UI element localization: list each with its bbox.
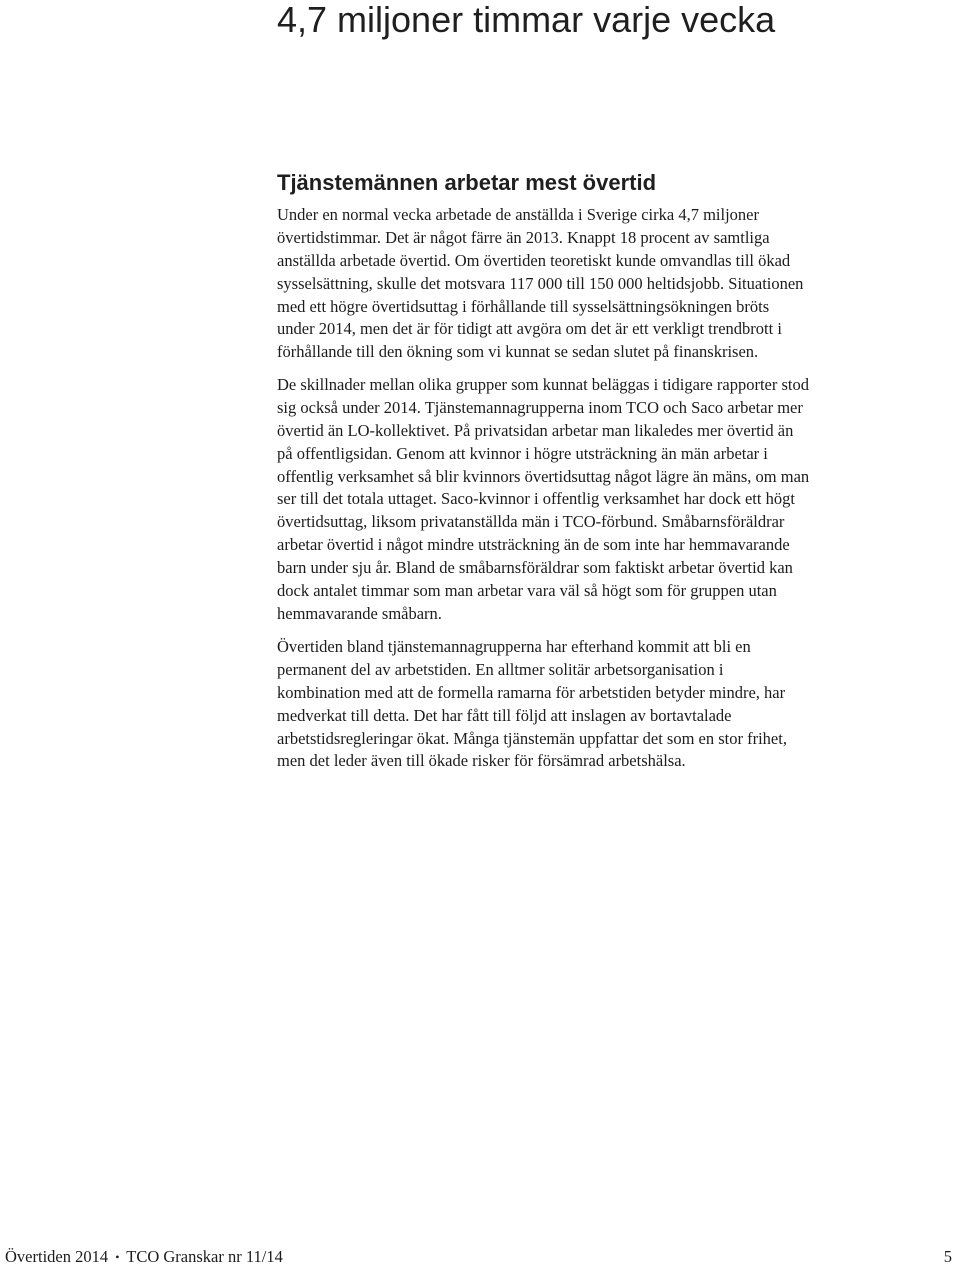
paragraph-line: dock antalet timmar som man arbetar vara väl så högt som för gruppen utan [277,581,777,601]
section-heading: Tjänstemännen arbetar mest övertid [277,170,657,195]
page-footer [5,1247,283,1267]
paragraph-line: förhållande till den ökning som vi kunnat se sedan slutet på finanskrisen. [277,342,759,362]
paragraph-2 [277,374,917,626]
paragraph-line: övertid än LO-kollektivet. På privatsidan arbetar man likaledes mer övertid än [277,420,794,440]
paragraph-line: De skillnader mellan olika grupper som kunnat beläggas i tidigare rapporter stod [277,375,809,394]
footer-publication-name: Övertiden 2014 [5,1247,109,1266]
paragraph-line: sig också under 2014. Tjänstemannagrupperna inom TCO och Saco arbetar mer [277,397,803,417]
footer-series-name: TCO Granskar nr 11/14 [126,1247,283,1266]
page-title: 4,7 miljoner timmar varje vecka [277,0,776,40]
paragraph-line: med ett högre övertidsuttag i förhållande till sysselsättningsökningen bröts [277,296,770,316]
paragraph-line: permanent del av arbetstiden. En alltmer solitär arbetsorganisation i [277,659,724,679]
paragraph-line: medverkat till detta. Det har fått till följd att inslagen av bortavtalade [277,705,732,725]
paragraph-line: anställda arbetade övertid. Om övertiden teoretiskt kunde omvandlas till ökad [277,250,791,270]
paragraph-line: arbetstidsregleringar ökat. Många tjänstemän uppfattar det som en stor frihet, [277,728,787,748]
paragraph-line: men det leder även till ökade risker för försämrad arbetshälsa. [277,751,686,771]
paragraph-line: sysselsättning, skulle det motsvara 117 000 till 150 000 heltidsjobb. Situationen [277,273,804,293]
paragraph-line: ser till det totala uttaget. Saco-kvinnor i offentlig verksamhet har dock ett högt [277,489,795,509]
paragraph-line: under 2014, men det är för tidigt att avgöra om det är ett verkligt trendbrott i [277,319,782,339]
page-number: 5 [943,1247,952,1266]
paragraph-line: barn under sju år. Bland de småbarnsföräldrar som faktiskt arbetar övertid kan [277,558,793,578]
paragraph-3 [277,636,917,773]
paragraph-line: på offentligsidan. Genom att kvinnor i högre utsträckning än män arbetar i [277,443,768,463]
paragraph-line: kombination med att de formella ramarna för arbetstiden betyder mindre, har [277,682,786,702]
paragraph-line: Övertiden bland tjänstemannagrupperna har efterhand kommit att bli en [277,637,751,656]
paragraph-line: offentlig verksamhet så blir kvinnors övertidsuttag något lägre än mäns, om man [277,466,810,486]
paragraph-line: övertidsuttag, liksom privatanställda män i TCO-förbund. Småbarnsföräldrar [277,512,785,532]
paragraph-line: Under en normal vecka arbetade de anställda i Sverige cirka 4,7 miljoner [277,205,759,224]
paragraph-line: hemmavarande småbarn. [277,603,442,623]
paragraph-line: övertidstimmar. Det är något färre än 2013. Knappt 18 procent av samtliga [277,227,770,247]
paragraph-line: arbetar övertid i något mindre utsträckning än de som inte har hemmavarande [277,535,790,555]
footer-separator-bullet: • [115,1250,120,1264]
paragraph-1 [277,204,917,364]
